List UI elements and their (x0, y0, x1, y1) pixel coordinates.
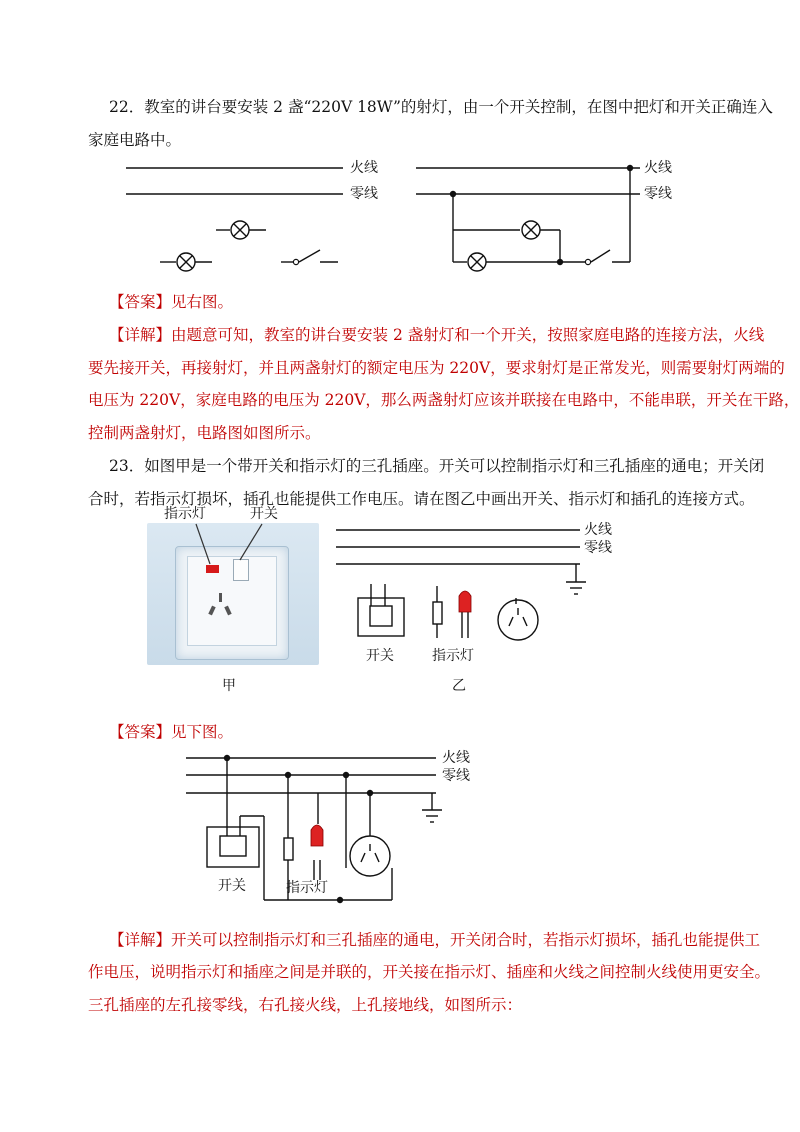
detail-text: 开关可以控制指示灯和三孔插座的通电，开关闭合时，若指示灯损坏，插孔也能提供工 (171, 931, 761, 949)
q22-live-label-left: 火线 (350, 160, 378, 176)
q22-neutral-label-left: 零线 (350, 186, 378, 202)
fig-b-caption: 乙 (452, 678, 466, 694)
q23-detail-line1 (109, 930, 760, 950)
q23-detail-line3: 三孔插座的左孔接零线，右孔接火线，上孔接地线，如图所示： (88, 996, 523, 1014)
photo-label-switch: 开关 (250, 506, 278, 522)
q22-detail-line3: 电压为 220V，家庭电路的电压为 220V，那么两盏射灯应该并联接在电路中，不能串联，开关在干路， (88, 391, 800, 409)
detail-tag: 【详解】 (109, 326, 172, 344)
detail-text: 由题意可知，教室的讲台要安装 2 盏射灯和一个开关，按照家庭电路的连接方法，火线 (171, 326, 765, 344)
q22-detail-line2: 要先接开关，再接射灯，并且两盏射灯的额定电压为 220V，要求射灯是正常发光，则需要射灯两端的 (88, 359, 785, 377)
q23-answer-neutral-label: 零线 (442, 768, 470, 784)
q23-indicator-label: 指示灯 (432, 648, 474, 664)
q23-answer-indicator-label: 指示灯 (286, 880, 328, 896)
q22-detail-line4: 控制两盏射灯，电路图如图所示。 (88, 424, 321, 442)
fig-a-caption: 甲 (222, 678, 236, 694)
photo-label-indicator: 指示灯 (164, 506, 206, 522)
q22-line2: 家庭电路中。 (88, 131, 182, 149)
q22-line1: 22．教室的讲台要安装 2 盏“220V 18W”的射灯，由一个开关控制，在图中把灯和开关正确连入 (109, 98, 773, 116)
q22-neutral-label-right: 零线 (644, 186, 672, 202)
q23-line2: 合时，若指示灯损坏，插孔也能提供工作电压。请在图乙中画出开关、指示灯和插孔的连接方式。 (88, 490, 755, 508)
detail-tag: 【详解】 (109, 931, 172, 949)
q23-neutral-label: 零线 (584, 540, 612, 556)
q22-live-label-right: 火线 (644, 160, 672, 176)
q23-line1: 23．如图甲是一个带开关和指示灯的三孔插座。开关可以控制指示灯和三孔插座的通电；开关闭 (109, 457, 765, 475)
q23-live-label: 火线 (584, 522, 612, 538)
answer-tag: 【答案】 (109, 723, 172, 741)
red-led-icon (311, 825, 323, 846)
answer-text: 见下图。 (171, 723, 234, 741)
q23-switch-label: 开关 (366, 648, 394, 664)
q23-answer-switch-label: 开关 (218, 878, 246, 894)
answer-text: 见右图。 (171, 293, 234, 311)
q23-detail-line2: 作电压，说明指示灯和插座之间是并联的，开关接在指示灯、插座和火线之间控制火线使用更安全。 (88, 963, 771, 981)
q23-answer-live-label: 火线 (442, 750, 470, 766)
answer-tag: 【答案】 (109, 293, 172, 311)
